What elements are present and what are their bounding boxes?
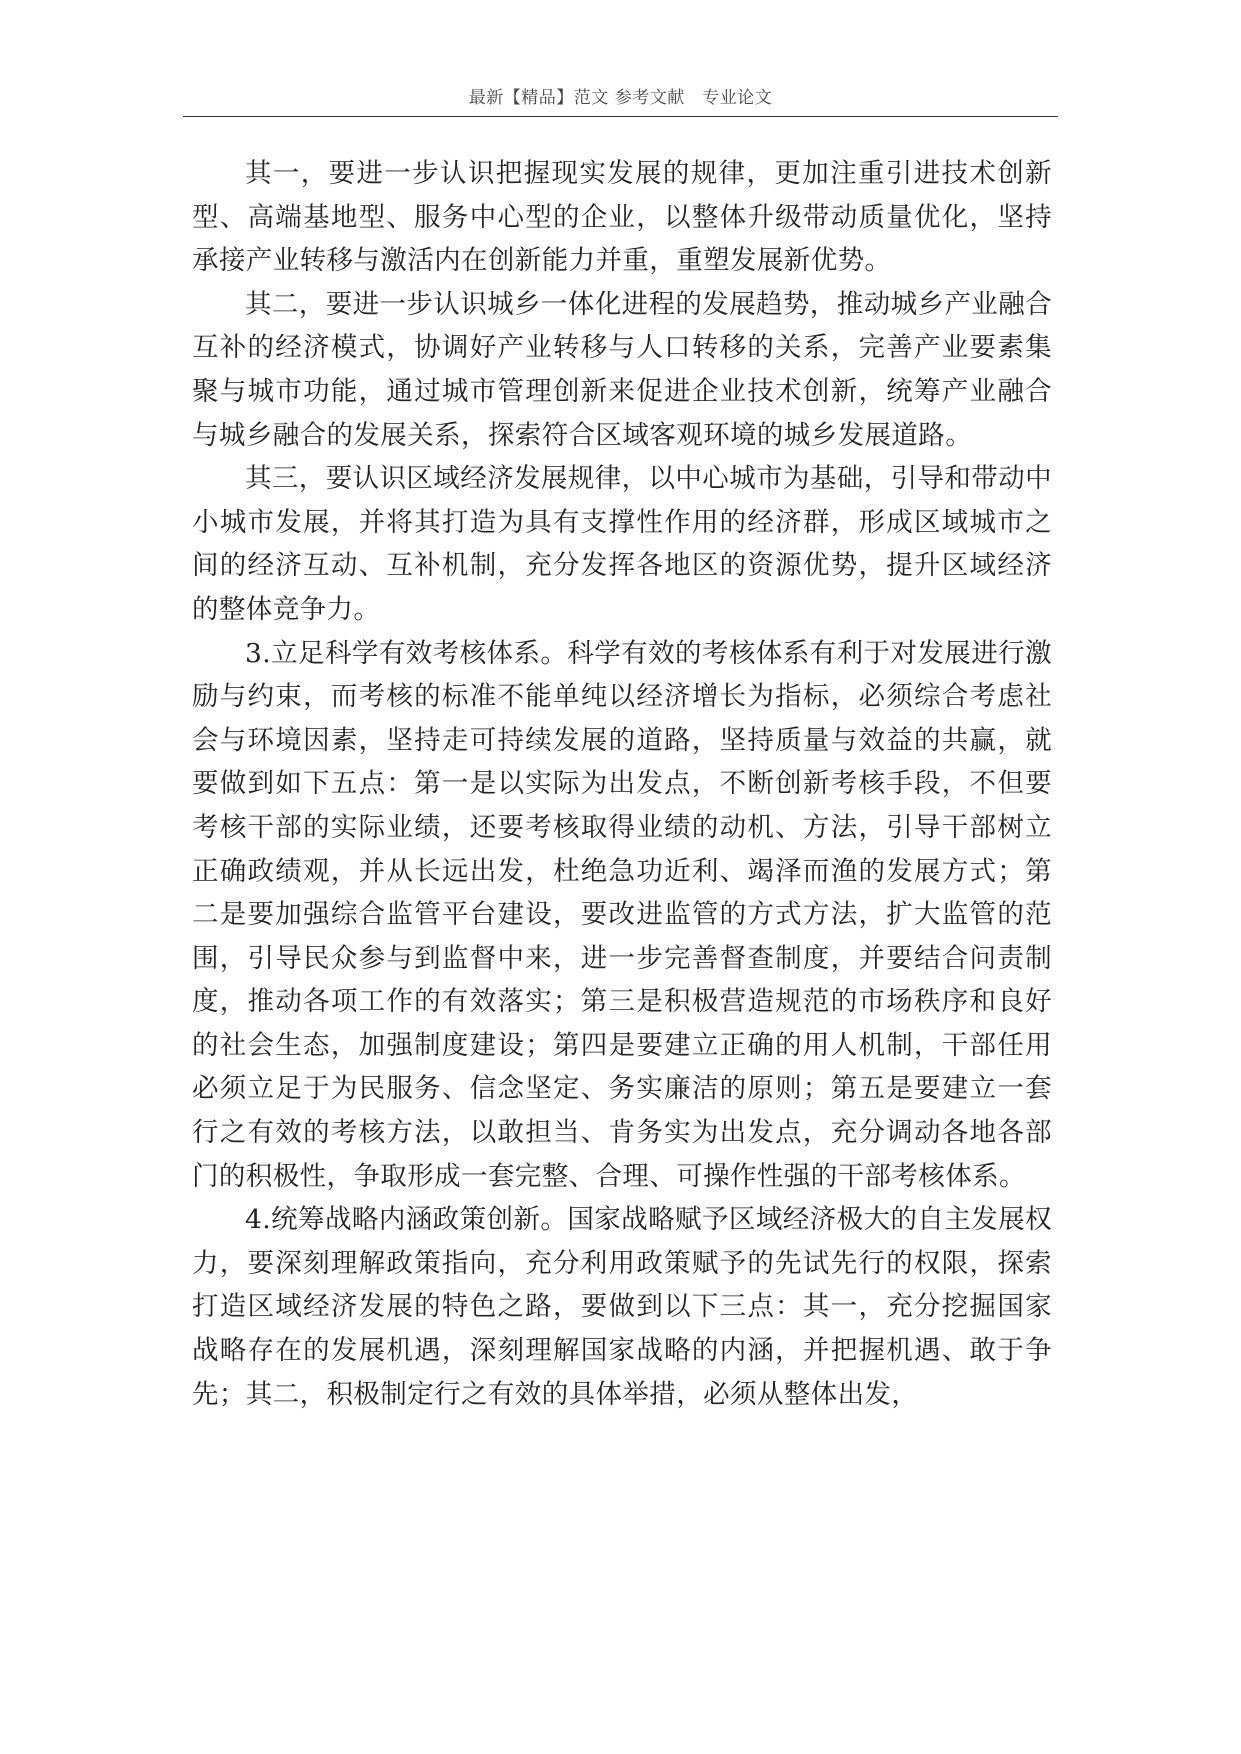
paragraph-5: 4.统筹战略内涵政策创新。国家战略赋予区域经济极大的自主发展权力，要深刻理解政策指向，充分利用政策赋予的先试先行的权限，探索打造区域经济发展的特色之路，要做到以下三点：其一，充分挖掘国家战略存在的发展机遇，深刻理解国家战略的内涵，并把握机遇、敢于争先；其二，积极制定行之有效的具体举措，必须从整体出发， xyxy=(192,1204,1052,1410)
paragraph-2: 其二，要进一步认识城乡一体化进程的发展趋势，推动城乡产业融合互补的经济模式，协调好产业转移与人口转移的关系，完善产业要素集聚与城市功能，通过城市管理创新来促进企业技术创新，统筹产业融合与城乡融合的发展关系，探索符合区域客观环境的城乡发展道路。 xyxy=(192,288,1052,451)
paragraph-3: 其三，要认识区域经济发展规律，以中心城市为基础，引导和带动中小城市发展，并将其打造为具有支撑性作用的经济群，形成区域城市之间的经济互动、互补机制，充分发挥各地区的资源优势，提升区域经济的整体竞争力。 xyxy=(192,463,1052,625)
paragraph-1: 其一，要进一步认识把握现实发展的规律，更加注重引进技术创新型、高端基地型、服务中心型的企业，以整体升级带动质量优化，坚持承接产业转移与激活内在创新能力并重，重塑发展新优势。 xyxy=(192,158,1052,277)
page-header xyxy=(183,80,1058,117)
header-text: 最新【精品】范文 参考文献 专业论文 xyxy=(468,88,773,108)
paragraph-4: 3.立足科学有效考核体系。科学有效的考核体系有利于对发展进行激励与约束，而考核的标准不能单纯以经济增长为指标，必须综合考虑社会与环境因素，坚持走可持续发展的道路，坚持质量与效益的共赢，就要做到如下五点：第一是以实际为出发点，不断创新考核手段，不但要考核干部的实际业绩，还要考核取得业绩的动机、方法，引导干部树立正确政绩观，并从长远出发，杜绝急功近利、竭泽而渔的发展方式；第二是要加强综合监管平台建设，要改进监管的方式方法，扩大监管的范围，引导民众参与到监督中来，进一步完善督查制度，并要结合问责制度，推动各项工作的有效落实；第三是积极营造规范的市场秩序和良好的社会生态，加强制度建设；第四是要建立正确的用人机制，干部任用必须立足于为民服务、信念坚定、务实廉洁的原则；第五是要建立一套行之有效的考核方法，以敢担当、肯务实为出发点，充分调动各地各部门的积极性，争取形成一套完整、合理、可操作性强的干部考核体系。 xyxy=(192,637,1052,1192)
document-body xyxy=(192,152,1052,1416)
